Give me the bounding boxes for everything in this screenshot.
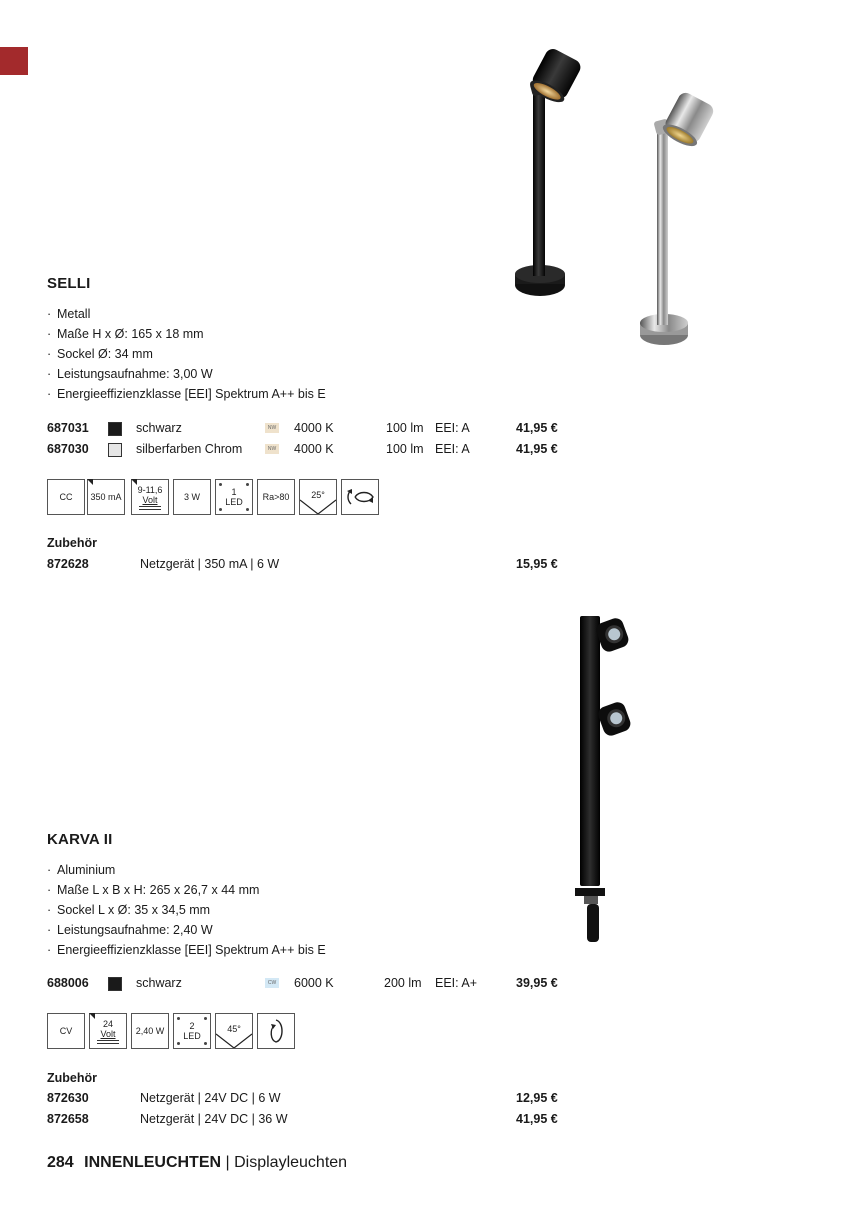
luminous-flux: 100 lm <box>386 442 424 456</box>
article-number: 872630 <box>47 1091 89 1105</box>
variant-row <box>47 439 567 459</box>
accessories-heading: Zubehör <box>47 1071 97 1085</box>
category-title: INNENLEUCHTEN <box>84 1154 222 1171</box>
product-title: KARVA II <box>47 831 113 848</box>
accessory-row <box>47 1109 567 1129</box>
color-temperature: 6000 K <box>294 976 334 990</box>
feature-item: · Maße H x Ø: 165 x 18 mm <box>47 324 326 344</box>
energy-class: EEI: A <box>435 421 470 435</box>
light-color-badge: NW <box>265 423 279 433</box>
article-number: 872658 <box>47 1112 89 1126</box>
article-number: 872628 <box>47 557 89 571</box>
constant-voltage-icon: CV <box>47 1013 85 1049</box>
price: 41,95 € <box>516 421 558 435</box>
wattage-icon: 2,40 W <box>131 1013 169 1049</box>
color-name: silberfarben Chrom <box>136 442 243 456</box>
page-footer <box>47 1154 347 1172</box>
color-swatch <box>108 422 122 436</box>
color-swatch <box>108 977 122 991</box>
constant-current-icon: CC <box>47 479 85 515</box>
price: 15,95 € <box>516 557 558 571</box>
accessory-row <box>47 554 567 574</box>
color-swatch <box>108 443 122 457</box>
light-color-badge: CW <box>265 978 279 988</box>
feature-item: · Energieeffizienzklasse [EEI] Spektrum A++ bis E <box>47 384 326 404</box>
feature-list <box>47 304 326 404</box>
led-count-icon: 1 LED <box>215 479 253 515</box>
price: 41,95 € <box>516 442 558 456</box>
feature-item: · Maße L x B x H: 265 x 26,7 x 44 mm <box>47 880 326 900</box>
selli-black-lamp-image <box>495 45 605 300</box>
page-number: 284 <box>47 1154 74 1171</box>
selli-chrome-lamp-image <box>628 90 738 350</box>
article-number: 688006 <box>47 976 89 990</box>
luminous-flux: 100 lm <box>386 421 424 435</box>
product-title: SELLI <box>47 275 91 292</box>
price: 39,95 € <box>516 976 558 990</box>
rotation-icon <box>257 1013 295 1049</box>
current-350ma-icon: 350 mA <box>87 479 125 515</box>
color-name: schwarz <box>136 976 182 990</box>
variant-row <box>47 418 567 438</box>
feature-item: · Sockel L x Ø: 35 x 34,5 mm <box>47 900 326 920</box>
color-temperature: 4000 K <box>294 442 334 456</box>
price: 41,95 € <box>516 1112 558 1126</box>
color-rendering-icon: Ra>80 <box>257 479 295 515</box>
accessories-heading: Zubehör <box>47 536 97 550</box>
spec-icon-strip <box>47 1013 297 1051</box>
light-color-badge: NW <box>265 444 279 454</box>
beam-angle-icon: 45° <box>215 1013 253 1049</box>
accessory-description: Netzgerät | 350 mA | 6 W <box>140 557 280 571</box>
swivel-icon <box>341 479 379 515</box>
chapter-marker-tab <box>0 47 28 75</box>
beam-angle-icon: 25° <box>299 479 337 515</box>
accessory-row <box>47 1088 567 1108</box>
feature-item: · Leistungsaufnahme: 2,40 W <box>47 920 326 940</box>
price: 12,95 € <box>516 1091 558 1105</box>
feature-list <box>47 860 326 960</box>
energy-class: EEI: A+ <box>435 976 478 990</box>
variant-row <box>47 973 567 993</box>
spec-icon-strip <box>47 479 382 517</box>
karva-lamp-image <box>570 612 640 944</box>
color-temperature: 4000 K <box>294 421 334 435</box>
voltage-icon: 9-11,6 Volt <box>131 479 169 515</box>
feature-item: · Metall <box>47 304 326 324</box>
energy-class: EEI: A <box>435 442 470 456</box>
feature-item: · Sockel Ø: 34 mm <box>47 344 326 364</box>
luminous-flux: 200 lm <box>384 976 422 990</box>
article-number: 687031 <box>47 421 89 435</box>
separator: | <box>225 1154 230 1171</box>
color-name: schwarz <box>136 421 182 435</box>
article-number: 687030 <box>47 442 89 456</box>
feature-item: · Energieeffizienzklasse [EEI] Spektrum A++ bis E <box>47 940 326 960</box>
subcategory-title: Displayleuchten <box>234 1154 348 1171</box>
feature-item: · Aluminium <box>47 860 326 880</box>
voltage-icon: 24 Volt <box>89 1013 127 1049</box>
feature-item: · Leistungsaufnahme: 3,00 W <box>47 364 326 384</box>
accessory-description: Netzgerät | 24V DC | 36 W <box>140 1112 288 1126</box>
led-count-icon: 2 LED <box>173 1013 211 1049</box>
wattage-icon: 3 W <box>173 479 211 515</box>
accessory-description: Netzgerät | 24V DC | 6 W <box>140 1091 281 1105</box>
